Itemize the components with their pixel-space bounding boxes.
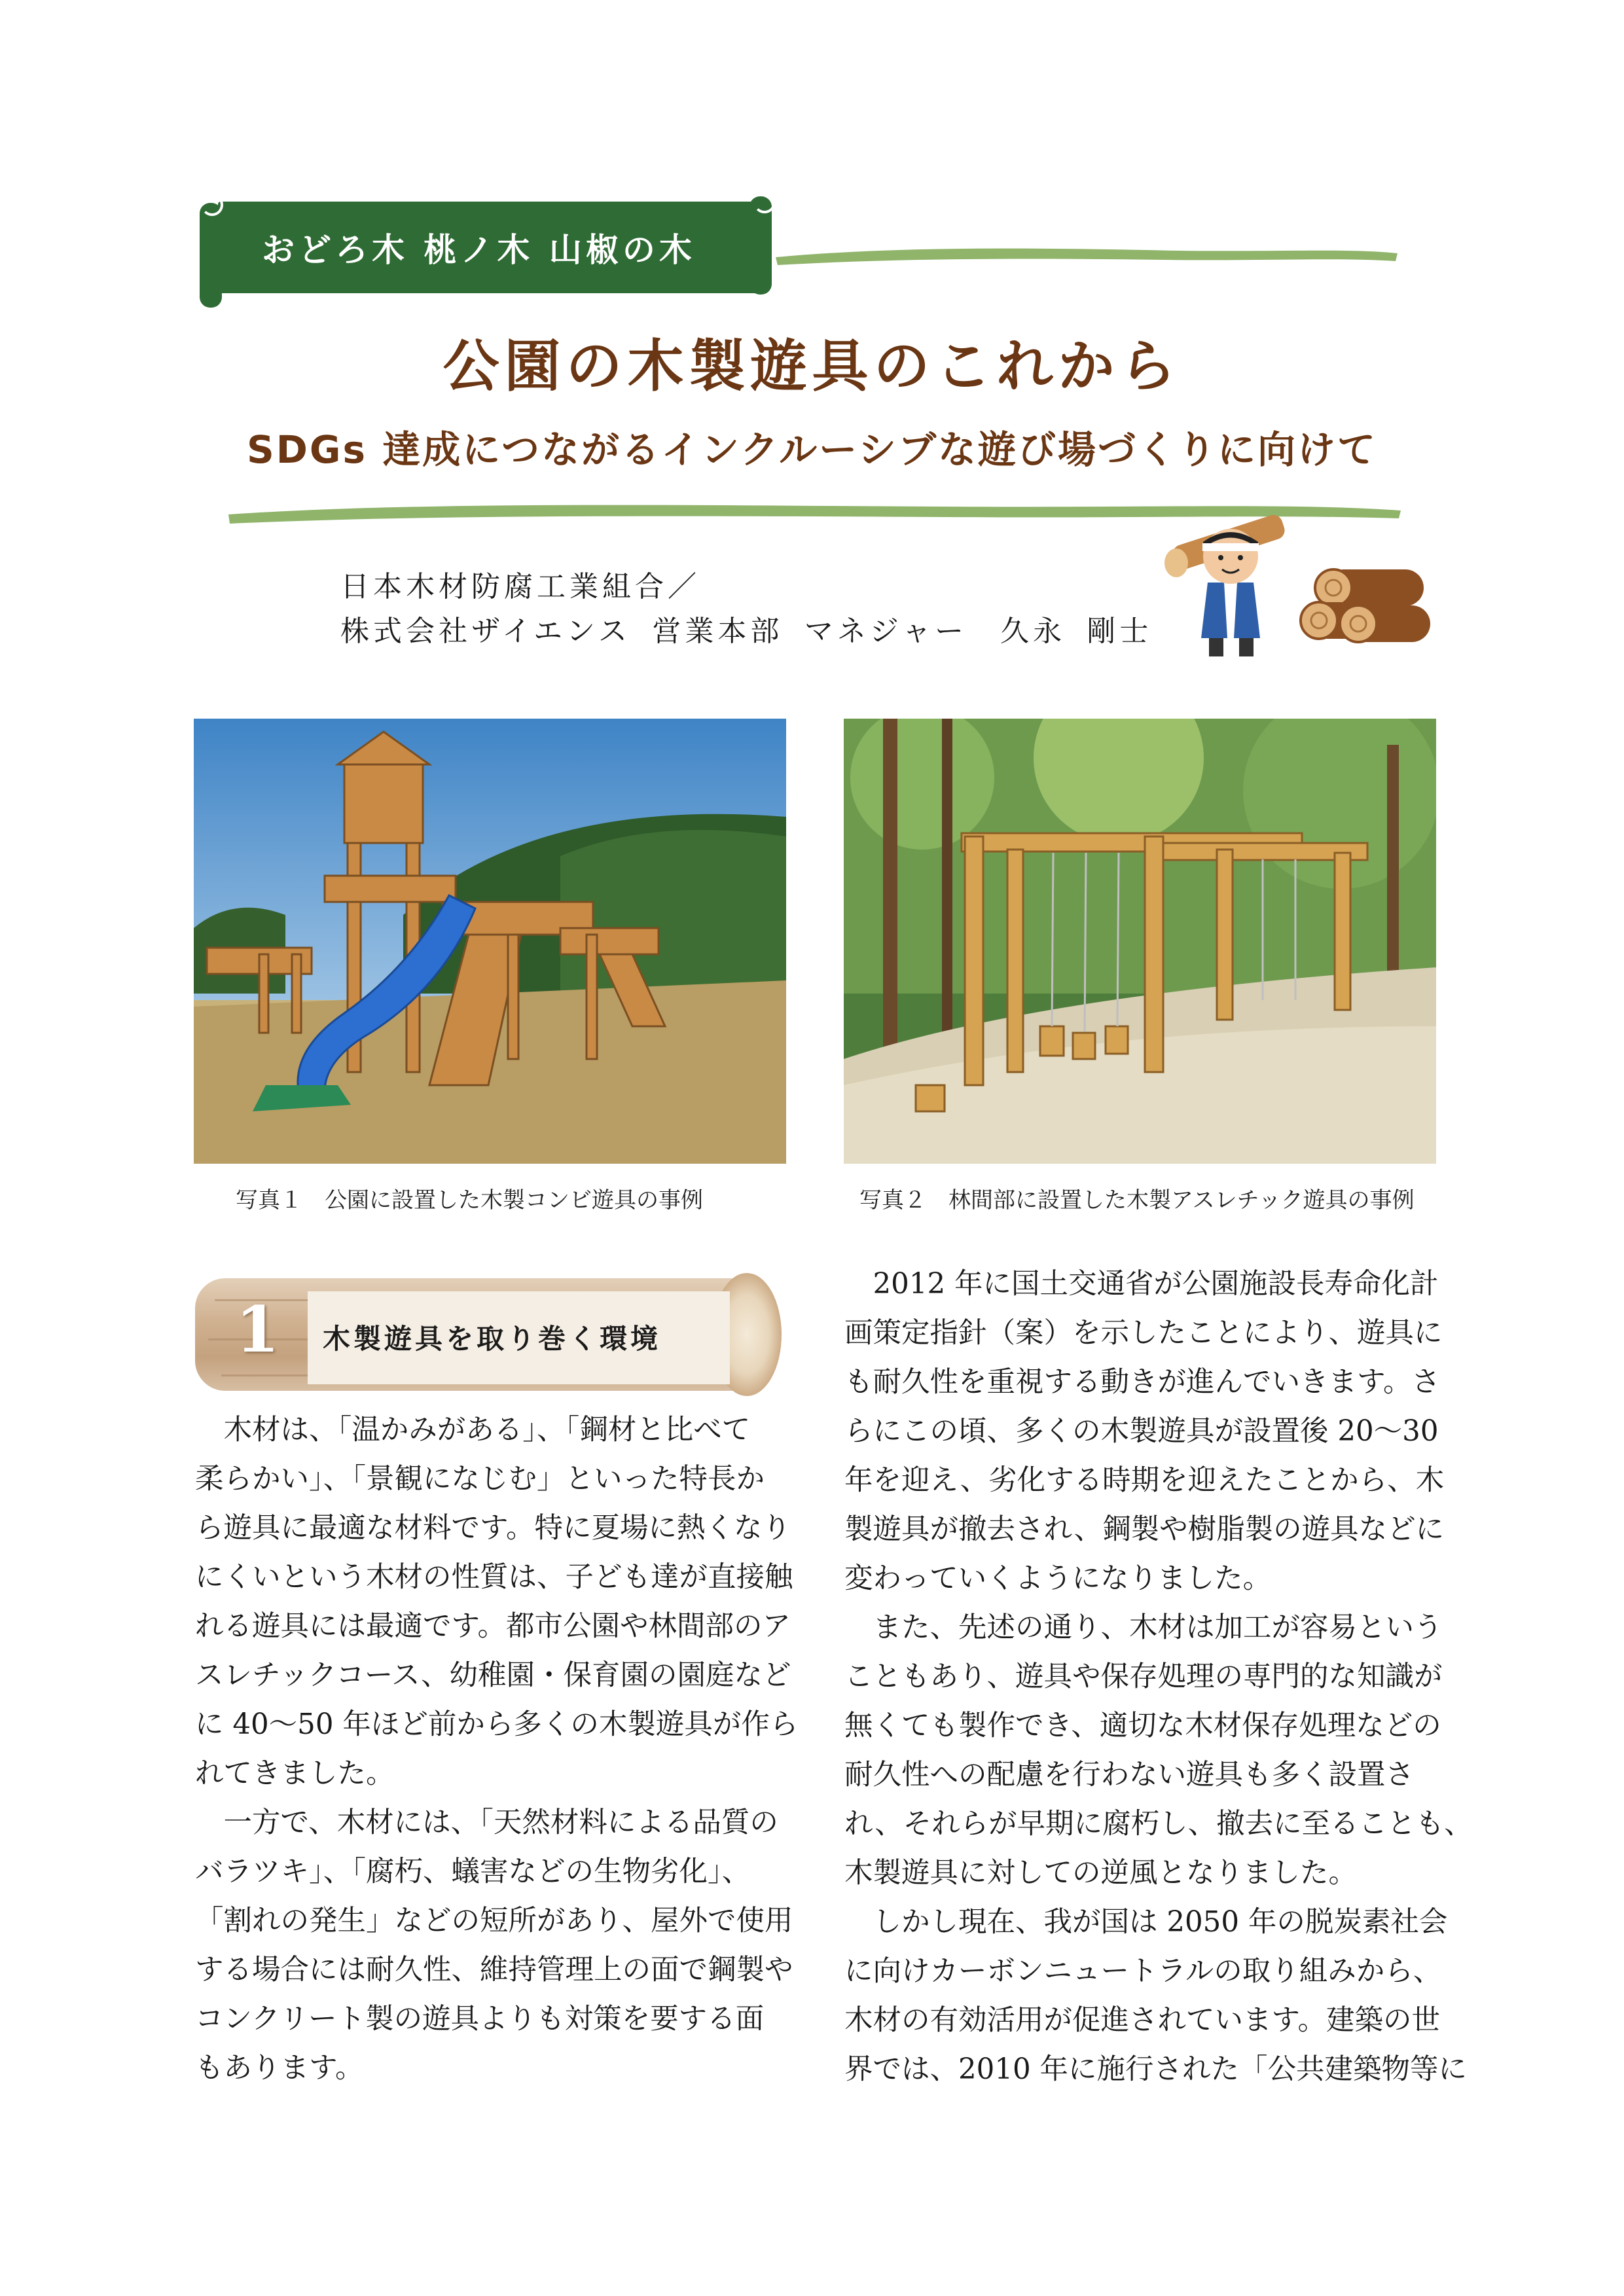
text-line: コンクリート製の遊具よりも対策を要する面	[195, 2003, 765, 2036]
author-organization: 日本木材防腐工業組合／	[340, 570, 700, 603]
text-line: に 40〜50 年ほど前から多くの木製遊具が作ら	[195, 1708, 799, 1741]
text-line: する場合には耐久性、維持管理上の面で鋼製や	[195, 1954, 793, 1986]
text-line: 耐久性への配慮を行わない遊具も多く設置さ	[844, 1759, 1414, 1791]
text-line: 2012 年に国土交通省が公園施設長寿命化計	[844, 1268, 1439, 1300]
banner-curl-icon	[753, 191, 776, 213]
text-line: ら遊具に最適な材料です。特に夏場に熱くなり	[195, 1512, 791, 1545]
section-title: 木製遊具を取り巻く環境	[323, 1323, 662, 1355]
text-line: 界では、2010 年に施行された「公共建築物等に	[844, 2053, 1468, 2086]
right-paragraph-2	[844, 1604, 1473, 1898]
text-line: も耐久性を重視する動きが進んでいきます。さ	[844, 1366, 1441, 1399]
page-title: 公園の木製遊具のこれから	[442, 334, 1182, 399]
text-line: スレチックコース、幼稚園・保育園の園庭など	[195, 1659, 791, 1692]
text-line: 木材は、「温かみがある」、「鋼材と比べて	[195, 1414, 751, 1446]
brush-stroke-top	[772, 239, 1401, 272]
text-line: 一方で、木材には、「天然材料による品質の	[195, 1806, 778, 1839]
text-line: こともあり、遊具や保存処理の専門的な知識が	[844, 1660, 1443, 1693]
text-line: 木材の有効活用が促進されています。建築の世	[844, 2004, 1441, 2037]
right-paragraph-3	[844, 1898, 1468, 2094]
text-line: らにこの頃、多くの木製遊具が設置後 20〜30	[844, 1415, 1439, 1448]
series-banner	[200, 196, 776, 304]
author-name: 株式会社ザイエンス 営業本部 マネジャー 久永 剛士	[340, 615, 1153, 648]
series-label: おどろ木 桃ノ木 山椒の木	[262, 231, 696, 269]
text-line: れる遊具には最適です。都市公園や林間部のア	[195, 1610, 791, 1643]
text-line: 木製遊具に対しての逆風となりました。	[844, 1857, 1357, 1890]
text-line: 年を迎え、劣化する時期を迎えたことから、木	[844, 1464, 1445, 1497]
text-line: バラツキ」、「腐朽、蟻害などの生物劣化」、	[195, 1856, 751, 1888]
text-line: もあります。	[195, 2052, 364, 2085]
right-paragraph-1	[844, 1260, 1445, 1604]
photo-wooden-combi-play-equipment	[194, 719, 786, 1164]
page-subtitle: SDGs 達成につながるインクルーシブな遊び場づくりに向けて	[246, 427, 1378, 472]
text-line: れてきました。	[195, 1757, 395, 1790]
text-line: 「割れの発生」などの短所があり、屋外で使用	[195, 1905, 793, 1937]
left-paragraph-2	[195, 1799, 793, 2093]
photo2-caption: 写真２ 林間部に設置した木製アスレチック遊具の事例	[859, 1187, 1415, 1213]
left-paragraph-1	[195, 1406, 799, 1799]
text-line: 変わっていくようになりました。	[844, 1562, 1272, 1595]
section-heading	[195, 1273, 782, 1397]
text-line: にくいという木材の性質は、子ども達が直接触	[195, 1561, 793, 1594]
text-line: また、先述の通り、木材は加工が容易という	[844, 1611, 1443, 1644]
text-line: に向けカーボンニュートラルの取り組みから、	[844, 1955, 1442, 1988]
text-line: 無くても製作でき、適切な木材保存処理などの	[844, 1710, 1441, 1742]
text-line: 製遊具が撤去され、鋼製や樹脂製の遊具などに	[844, 1513, 1445, 1546]
photo-forest-athletic-equipment	[844, 719, 1436, 1164]
text-line: 柔らかい」、「景観になじむ」といった特長か	[195, 1463, 765, 1496]
text-line: しかし現在、我が国は 2050 年の脱炭素社会	[844, 1906, 1448, 1939]
text-line: れ、それらが早期に腐朽し、撤去に至ることも、	[844, 1808, 1473, 1840]
carpenter-mascot-icon	[1162, 491, 1437, 661]
text-line: 画策定指針（案）を示したことにより、遊具に	[844, 1317, 1443, 1350]
photo1-caption: 写真１ 公園に設置した木製コンビ遊具の事例	[236, 1187, 703, 1213]
section-number: 1	[236, 1293, 280, 1367]
banner-curl-icon	[201, 194, 223, 216]
